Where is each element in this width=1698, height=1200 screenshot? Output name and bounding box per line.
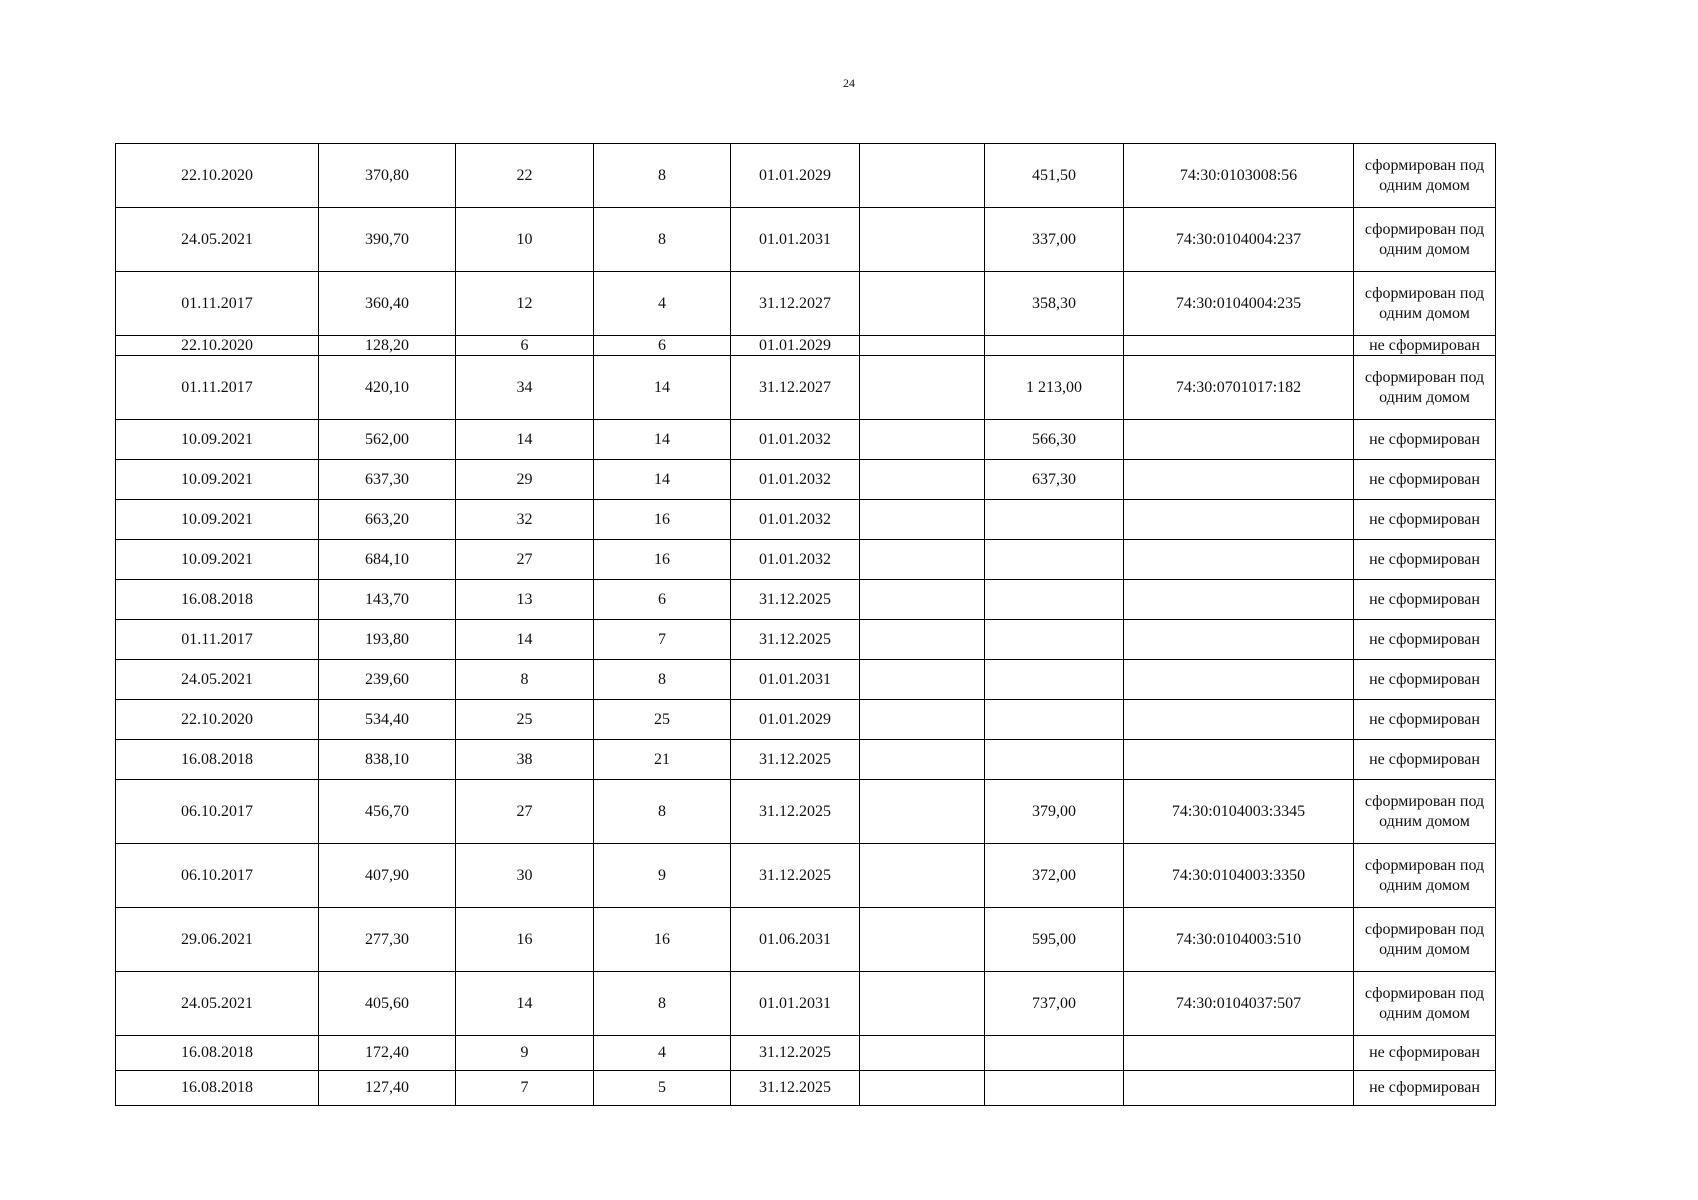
cell-status: сформирован под одним домом bbox=[1354, 972, 1496, 1036]
cell-count-b: 8 bbox=[594, 144, 731, 208]
cell-count-b: 14 bbox=[594, 356, 731, 420]
cell-date: 06.10.2017 bbox=[116, 844, 319, 908]
cell-area: 456,70 bbox=[319, 780, 456, 844]
cell-status: не сформирован bbox=[1354, 500, 1496, 540]
cell-blank bbox=[860, 272, 985, 336]
cell-blank bbox=[860, 356, 985, 420]
cell-deadline: 01.01.2029 bbox=[731, 700, 860, 740]
cell-blank bbox=[860, 1036, 985, 1071]
cell-blank bbox=[860, 1071, 985, 1106]
cell-area: 239,60 bbox=[319, 660, 456, 700]
table-row bbox=[116, 844, 1496, 908]
cell-status: не сформирован bbox=[1354, 420, 1496, 460]
cell-area: 277,30 bbox=[319, 908, 456, 972]
cell-date: 10.09.2021 bbox=[116, 420, 319, 460]
cell-status: не сформирован bbox=[1354, 580, 1496, 620]
cell-count-b: 5 bbox=[594, 1071, 731, 1106]
page-number: 24 bbox=[843, 76, 855, 90]
cell-count-a: 16 bbox=[456, 908, 594, 972]
cell-area: 684,10 bbox=[319, 540, 456, 580]
data-table bbox=[115, 143, 1496, 1106]
cell-land-area: 1 213,00 bbox=[985, 356, 1124, 420]
table-body bbox=[116, 144, 1496, 1106]
cell-land-area bbox=[985, 580, 1124, 620]
cell-date: 16.08.2018 bbox=[116, 1071, 319, 1106]
table-row bbox=[116, 500, 1496, 540]
cell-deadline: 01.01.2031 bbox=[731, 208, 860, 272]
cell-status: сформирован под одним домом bbox=[1354, 208, 1496, 272]
cell-blank bbox=[860, 972, 985, 1036]
cell-deadline: 01.01.2031 bbox=[731, 660, 860, 700]
cell-count-a: 13 bbox=[456, 580, 594, 620]
cell-count-a: 34 bbox=[456, 356, 594, 420]
cell-deadline: 31.12.2025 bbox=[731, 780, 860, 844]
cell-area: 193,80 bbox=[319, 620, 456, 660]
cell-blank bbox=[860, 540, 985, 580]
cell-cadastral-number: 74:30:0104037:507 bbox=[1124, 972, 1354, 1036]
cell-cadastral-number bbox=[1124, 700, 1354, 740]
cell-area: 663,20 bbox=[319, 500, 456, 540]
cell-status: не сформирован bbox=[1354, 620, 1496, 660]
cell-count-b: 16 bbox=[594, 908, 731, 972]
cell-area: 838,10 bbox=[319, 740, 456, 780]
cell-date: 24.05.2021 bbox=[116, 972, 319, 1036]
cell-count-a: 10 bbox=[456, 208, 594, 272]
cell-blank bbox=[860, 700, 985, 740]
cell-blank bbox=[860, 844, 985, 908]
cell-area: 127,40 bbox=[319, 1071, 456, 1106]
cell-cadastral-number: 74:30:0103008:56 bbox=[1124, 144, 1354, 208]
cell-land-area: 451,50 bbox=[985, 144, 1124, 208]
cell-land-area: 737,00 bbox=[985, 972, 1124, 1036]
cell-count-b: 8 bbox=[594, 780, 731, 844]
table-row bbox=[116, 972, 1496, 1036]
cell-deadline: 01.01.2029 bbox=[731, 336, 860, 356]
cell-count-a: 12 bbox=[456, 272, 594, 336]
cell-date: 10.09.2021 bbox=[116, 540, 319, 580]
cell-count-a: 8 bbox=[456, 660, 594, 700]
cell-land-area: 637,30 bbox=[985, 460, 1124, 500]
cell-area: 143,70 bbox=[319, 580, 456, 620]
cell-count-a: 25 bbox=[456, 700, 594, 740]
table-row bbox=[116, 540, 1496, 580]
cell-cadastral-number bbox=[1124, 1036, 1354, 1071]
cell-date: 16.08.2018 bbox=[116, 580, 319, 620]
cell-status: сформирован под одним домом bbox=[1354, 844, 1496, 908]
cell-count-a: 29 bbox=[456, 460, 594, 500]
cell-area: 405,60 bbox=[319, 972, 456, 1036]
cell-count-b: 8 bbox=[594, 972, 731, 1036]
cell-cadastral-number: 74:30:0104004:237 bbox=[1124, 208, 1354, 272]
cell-status: сформирован под одним домом bbox=[1354, 780, 1496, 844]
cell-cadastral-number: 74:30:0104004:235 bbox=[1124, 272, 1354, 336]
table-row bbox=[116, 420, 1496, 460]
cell-count-b: 16 bbox=[594, 500, 731, 540]
cell-count-b: 14 bbox=[594, 420, 731, 460]
cell-area: 390,70 bbox=[319, 208, 456, 272]
cell-deadline: 31.12.2025 bbox=[731, 1036, 860, 1071]
cell-count-a: 14 bbox=[456, 972, 594, 1036]
cell-date: 01.11.2017 bbox=[116, 272, 319, 336]
cell-date: 06.10.2017 bbox=[116, 780, 319, 844]
cell-count-b: 7 bbox=[594, 620, 731, 660]
cell-count-a: 38 bbox=[456, 740, 594, 780]
table-row bbox=[116, 700, 1496, 740]
cell-count-a: 14 bbox=[456, 420, 594, 460]
cell-cadastral-number bbox=[1124, 1071, 1354, 1106]
cell-count-b: 6 bbox=[594, 336, 731, 356]
cell-land-area bbox=[985, 1036, 1124, 1071]
cell-cadastral-number: 74:30:0104003:510 bbox=[1124, 908, 1354, 972]
cell-land-area: 372,00 bbox=[985, 844, 1124, 908]
cell-blank bbox=[860, 660, 985, 700]
cell-status: не сформирован bbox=[1354, 700, 1496, 740]
cell-deadline: 31.12.2025 bbox=[731, 620, 860, 660]
cell-cadastral-number bbox=[1124, 740, 1354, 780]
cell-blank bbox=[860, 336, 985, 356]
cell-cadastral-number bbox=[1124, 580, 1354, 620]
cell-land-area: 337,00 bbox=[985, 208, 1124, 272]
cell-count-a: 22 bbox=[456, 144, 594, 208]
cell-deadline: 31.12.2027 bbox=[731, 356, 860, 420]
cell-deadline: 01.01.2031 bbox=[731, 972, 860, 1036]
cell-blank bbox=[860, 144, 985, 208]
cell-land-area bbox=[985, 540, 1124, 580]
table-row bbox=[116, 336, 1496, 356]
cell-deadline: 31.12.2025 bbox=[731, 580, 860, 620]
cell-count-a: 7 bbox=[456, 1071, 594, 1106]
cell-land-area bbox=[985, 660, 1124, 700]
cell-deadline: 31.12.2027 bbox=[731, 272, 860, 336]
cell-land-area: 358,30 bbox=[985, 272, 1124, 336]
cell-deadline: 01.01.2032 bbox=[731, 420, 860, 460]
cell-status: не сформирован bbox=[1354, 740, 1496, 780]
cell-deadline: 31.12.2025 bbox=[731, 844, 860, 908]
cell-cadastral-number bbox=[1124, 500, 1354, 540]
table-row bbox=[116, 272, 1496, 336]
cell-deadline: 01.01.2032 bbox=[731, 500, 860, 540]
cell-count-b: 6 bbox=[594, 580, 731, 620]
cell-deadline: 01.01.2029 bbox=[731, 144, 860, 208]
cell-cadastral-number bbox=[1124, 336, 1354, 356]
cell-status: сформирован под одним домом bbox=[1354, 272, 1496, 336]
cell-blank bbox=[860, 420, 985, 460]
cell-date: 16.08.2018 bbox=[116, 1036, 319, 1071]
cell-status: не сформирован bbox=[1354, 660, 1496, 700]
cell-date: 22.10.2020 bbox=[116, 336, 319, 356]
cell-area: 420,10 bbox=[319, 356, 456, 420]
cell-land-area bbox=[985, 1071, 1124, 1106]
cell-deadline: 01.01.2032 bbox=[731, 540, 860, 580]
table-row bbox=[116, 1071, 1496, 1106]
cell-status: сформирован под одним домом bbox=[1354, 356, 1496, 420]
cell-date: 01.11.2017 bbox=[116, 620, 319, 660]
cell-blank bbox=[860, 908, 985, 972]
cell-blank bbox=[860, 740, 985, 780]
cell-date: 16.08.2018 bbox=[116, 740, 319, 780]
cell-area: 128,20 bbox=[319, 336, 456, 356]
table-row bbox=[116, 580, 1496, 620]
cell-count-b: 8 bbox=[594, 660, 731, 700]
table-row bbox=[116, 660, 1496, 700]
table-row bbox=[116, 780, 1496, 844]
cell-area: 534,40 bbox=[319, 700, 456, 740]
table-row bbox=[116, 908, 1496, 972]
cell-land-area bbox=[985, 740, 1124, 780]
cell-land-area: 379,00 bbox=[985, 780, 1124, 844]
cell-land-area bbox=[985, 336, 1124, 356]
cell-area: 370,80 bbox=[319, 144, 456, 208]
cell-date: 10.09.2021 bbox=[116, 500, 319, 540]
cell-count-a: 27 bbox=[456, 780, 594, 844]
cell-cadastral-number bbox=[1124, 660, 1354, 700]
cell-area: 360,40 bbox=[319, 272, 456, 336]
table-row bbox=[116, 1036, 1496, 1071]
cell-status: не сформирован bbox=[1354, 460, 1496, 500]
cell-count-b: 25 bbox=[594, 700, 731, 740]
cell-date: 24.05.2021 bbox=[116, 208, 319, 272]
cell-status: не сформирован bbox=[1354, 336, 1496, 356]
table-row bbox=[116, 460, 1496, 500]
cell-count-b: 14 bbox=[594, 460, 731, 500]
cell-date: 24.05.2021 bbox=[116, 660, 319, 700]
cell-area: 407,90 bbox=[319, 844, 456, 908]
cell-date: 29.06.2021 bbox=[116, 908, 319, 972]
table-row bbox=[116, 620, 1496, 660]
cell-date: 10.09.2021 bbox=[116, 460, 319, 500]
cell-deadline: 01.01.2032 bbox=[731, 460, 860, 500]
cell-cadastral-number bbox=[1124, 540, 1354, 580]
cell-area: 562,00 bbox=[319, 420, 456, 460]
cell-land-area bbox=[985, 700, 1124, 740]
cell-land-area bbox=[985, 620, 1124, 660]
cell-blank bbox=[860, 580, 985, 620]
cell-count-b: 4 bbox=[594, 272, 731, 336]
cell-count-b: 4 bbox=[594, 1036, 731, 1071]
cell-land-area: 566,30 bbox=[985, 420, 1124, 460]
cell-deadline: 31.12.2025 bbox=[731, 1071, 860, 1106]
cell-cadastral-number bbox=[1124, 420, 1354, 460]
cell-land-area bbox=[985, 500, 1124, 540]
table-row bbox=[116, 144, 1496, 208]
cell-cadastral-number bbox=[1124, 460, 1354, 500]
cell-count-a: 14 bbox=[456, 620, 594, 660]
cell-blank bbox=[860, 780, 985, 844]
cell-count-b: 9 bbox=[594, 844, 731, 908]
cell-count-b: 21 bbox=[594, 740, 731, 780]
cell-status: сформирован под одним домом bbox=[1354, 144, 1496, 208]
cell-land-area: 595,00 bbox=[985, 908, 1124, 972]
cell-cadastral-number: 74:30:0701017:182 bbox=[1124, 356, 1354, 420]
cell-status: не сформирован bbox=[1354, 1071, 1496, 1106]
cell-deadline: 31.12.2025 bbox=[731, 740, 860, 780]
cell-area: 172,40 bbox=[319, 1036, 456, 1071]
cell-cadastral-number: 74:30:0104003:3350 bbox=[1124, 844, 1354, 908]
cell-count-b: 8 bbox=[594, 208, 731, 272]
cell-date: 22.10.2020 bbox=[116, 700, 319, 740]
cell-cadastral-number: 74:30:0104003:3345 bbox=[1124, 780, 1354, 844]
cell-blank bbox=[860, 620, 985, 660]
cell-date: 22.10.2020 bbox=[116, 144, 319, 208]
cell-date: 01.11.2017 bbox=[116, 356, 319, 420]
cell-status: сформирован под одним домом bbox=[1354, 908, 1496, 972]
cell-count-a: 32 bbox=[456, 500, 594, 540]
cell-blank bbox=[860, 208, 985, 272]
table-row bbox=[116, 740, 1496, 780]
cell-area: 637,30 bbox=[319, 460, 456, 500]
cell-count-a: 9 bbox=[456, 1036, 594, 1071]
cell-blank bbox=[860, 460, 985, 500]
cell-cadastral-number bbox=[1124, 620, 1354, 660]
cell-status: не сформирован bbox=[1354, 540, 1496, 580]
cell-count-a: 6 bbox=[456, 336, 594, 356]
cell-status: не сформирован bbox=[1354, 1036, 1496, 1071]
table-row bbox=[116, 208, 1496, 272]
cell-count-a: 30 bbox=[456, 844, 594, 908]
table-row bbox=[116, 356, 1496, 420]
cell-deadline: 01.06.2031 bbox=[731, 908, 860, 972]
cell-count-a: 27 bbox=[456, 540, 594, 580]
cell-blank bbox=[860, 500, 985, 540]
cell-count-b: 16 bbox=[594, 540, 731, 580]
